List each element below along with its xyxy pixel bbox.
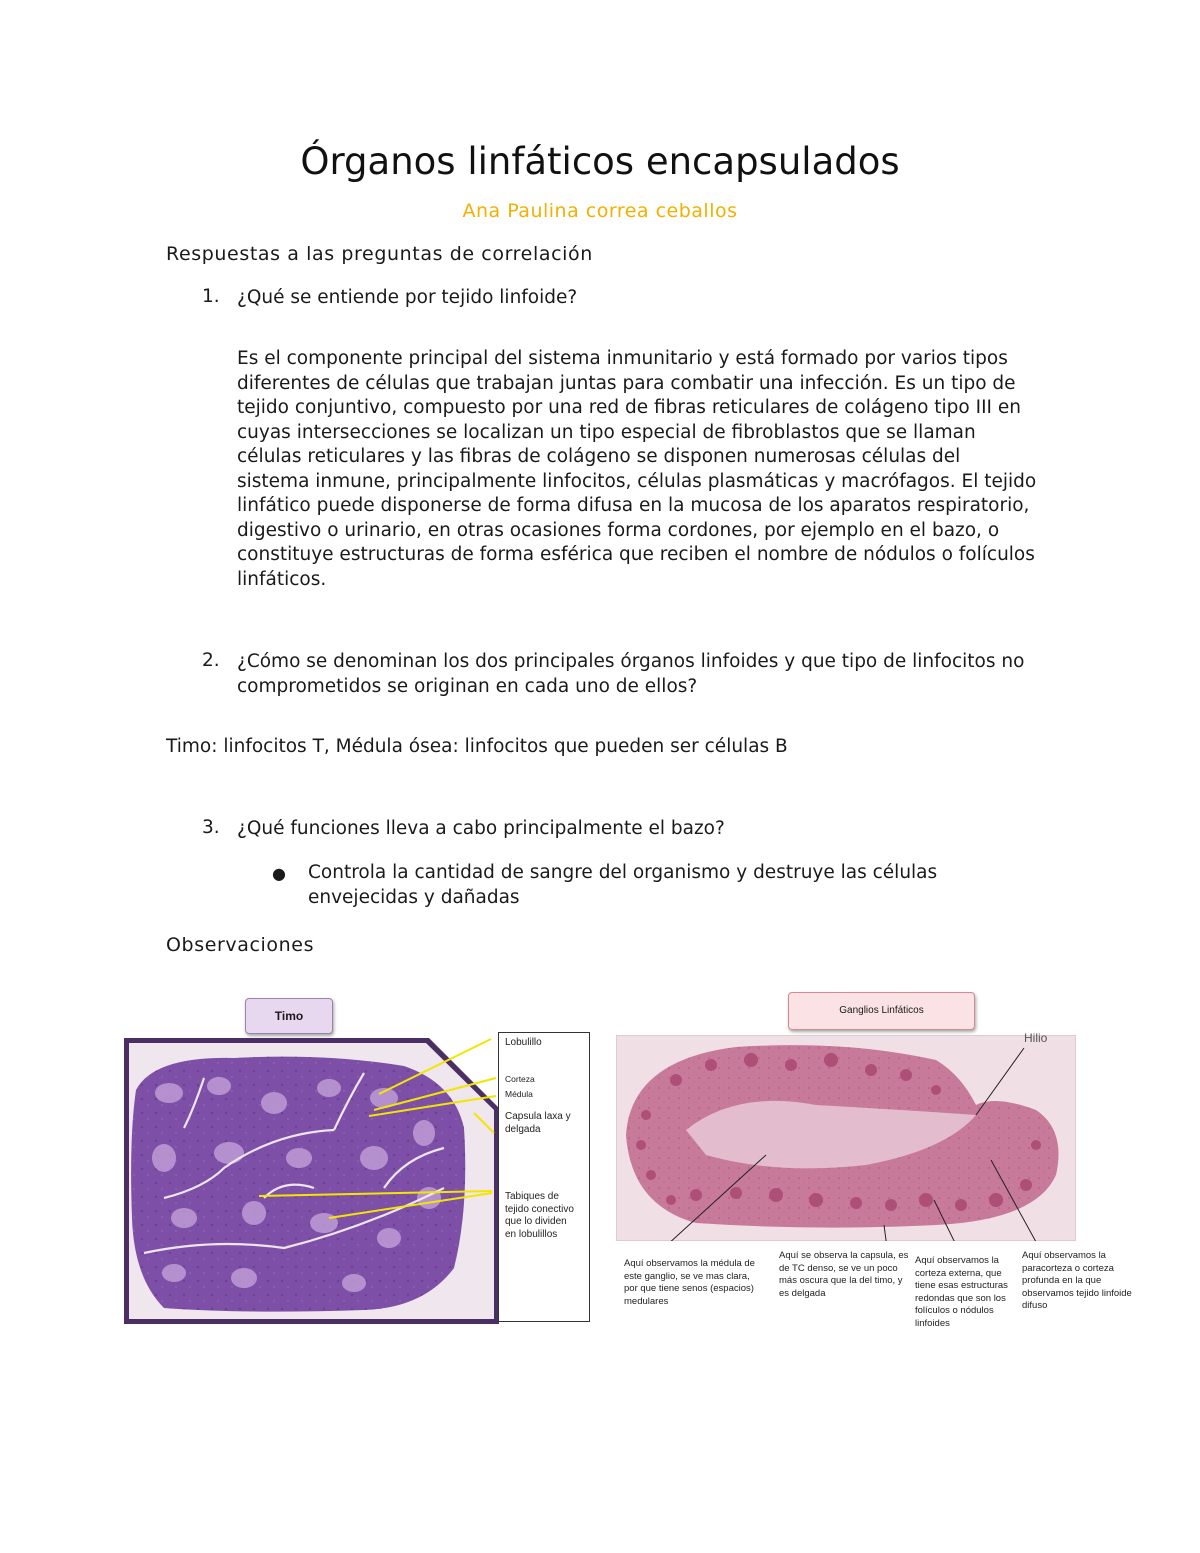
answer-1: Es el componente principal del sistema inmunitario y está formado por varios tipos diferentes de células que trabajan juntas para combatir una infección. Es un tipo de tejido conjuntivo, compuesto por una red de fibras reticulares de colágeno tipo III en cuyas intersecciones se localizan un tipo especial de fibroblastos que se llaman células reticulares y las fibras de colágeno se disponen numerosas células del sistema inmune, principalmente linfocitos, células plasmáticas y macrófagos. El tejido linfático puede disponerse de forma difusa en la mucosa de los aparatos respiratorio, digestivo o urinario, en otras ocasiones forma cordones, por ejemplo en el bazo, o constituye estructuras de forma esférica que reciben el nombre de nódulos o folículos linfáticos. <box>237 348 1037 590</box>
label-tabiques: Tabiques de tejido conectivo que lo dividen en lobulillos <box>505 1191 574 1240</box>
ganglio-micrograph <box>616 1035 1076 1241</box>
ganglio-title: Ganglios Linfáticos <box>839 1005 924 1016</box>
bullet-text: Controla la cantidad de sangre del organismo y destruye las células envejecidas y dañadas <box>308 862 938 908</box>
label-corteza: Corteza <box>505 1074 535 1084</box>
question-text: ¿Qué funciones lleva a cabo principalmente el bazo? <box>237 818 725 839</box>
label-capsula: Capsula laxa y delgada <box>505 1111 571 1135</box>
bullet-icon: ● <box>272 864 286 883</box>
answer-2: Timo: linfocitos T, Médula ósea: linfocitos que pueden ser células B <box>166 736 788 757</box>
timo-micrograph <box>124 1038 499 1324</box>
section-heading-answers: Respuestas a las preguntas de correlación <box>166 243 593 265</box>
timo-title: Timo <box>274 1009 304 1023</box>
caption-capsula: Aquí se observa la capsula, es de TC denso, se ve un poco más oscura que la del timo, y es delgada <box>779 1250 909 1299</box>
question-text: ¿Cómo se denominan los dos principales órganos linfoides y que tipo de linfocitos no comprometidos se originan en cada uno de ellos? <box>237 651 1025 697</box>
label-medula: Médula <box>505 1089 533 1099</box>
timo-legend <box>498 1032 590 1322</box>
caption-paracorteza: Aquí observamos la paracorteza o corteza profunda en la que observamos tejido linfoide difuso <box>1022 1250 1132 1311</box>
timo-title-box <box>245 998 333 1034</box>
caption-medula: Aquí observamos la médula de este ganglio, se ve mas clara, por que tiene senos (espacios) medulares <box>624 1258 755 1307</box>
page-title: Órganos linfáticos encapsulados <box>300 140 900 183</box>
caption-corteza: Aquí observamos la corteza externa, que tiene esas estructuras redondas que son los folículos o nódulos linfoides <box>915 1255 1008 1329</box>
question-number: 2. <box>202 650 220 671</box>
author-name: Ana Paulina correa ceballos <box>462 200 738 222</box>
section-heading-observations: Observaciones <box>166 934 315 956</box>
question-number: 1. <box>202 286 220 307</box>
label-lobulillo: Lobulillo <box>505 1037 542 1048</box>
label-hilio: Hilio <box>1024 1031 1048 1045</box>
question-text: ¿Qué se entiende por tejido linfoide? <box>237 287 578 308</box>
ganglio-title-box <box>788 992 975 1030</box>
question-number: 3. <box>202 817 220 838</box>
